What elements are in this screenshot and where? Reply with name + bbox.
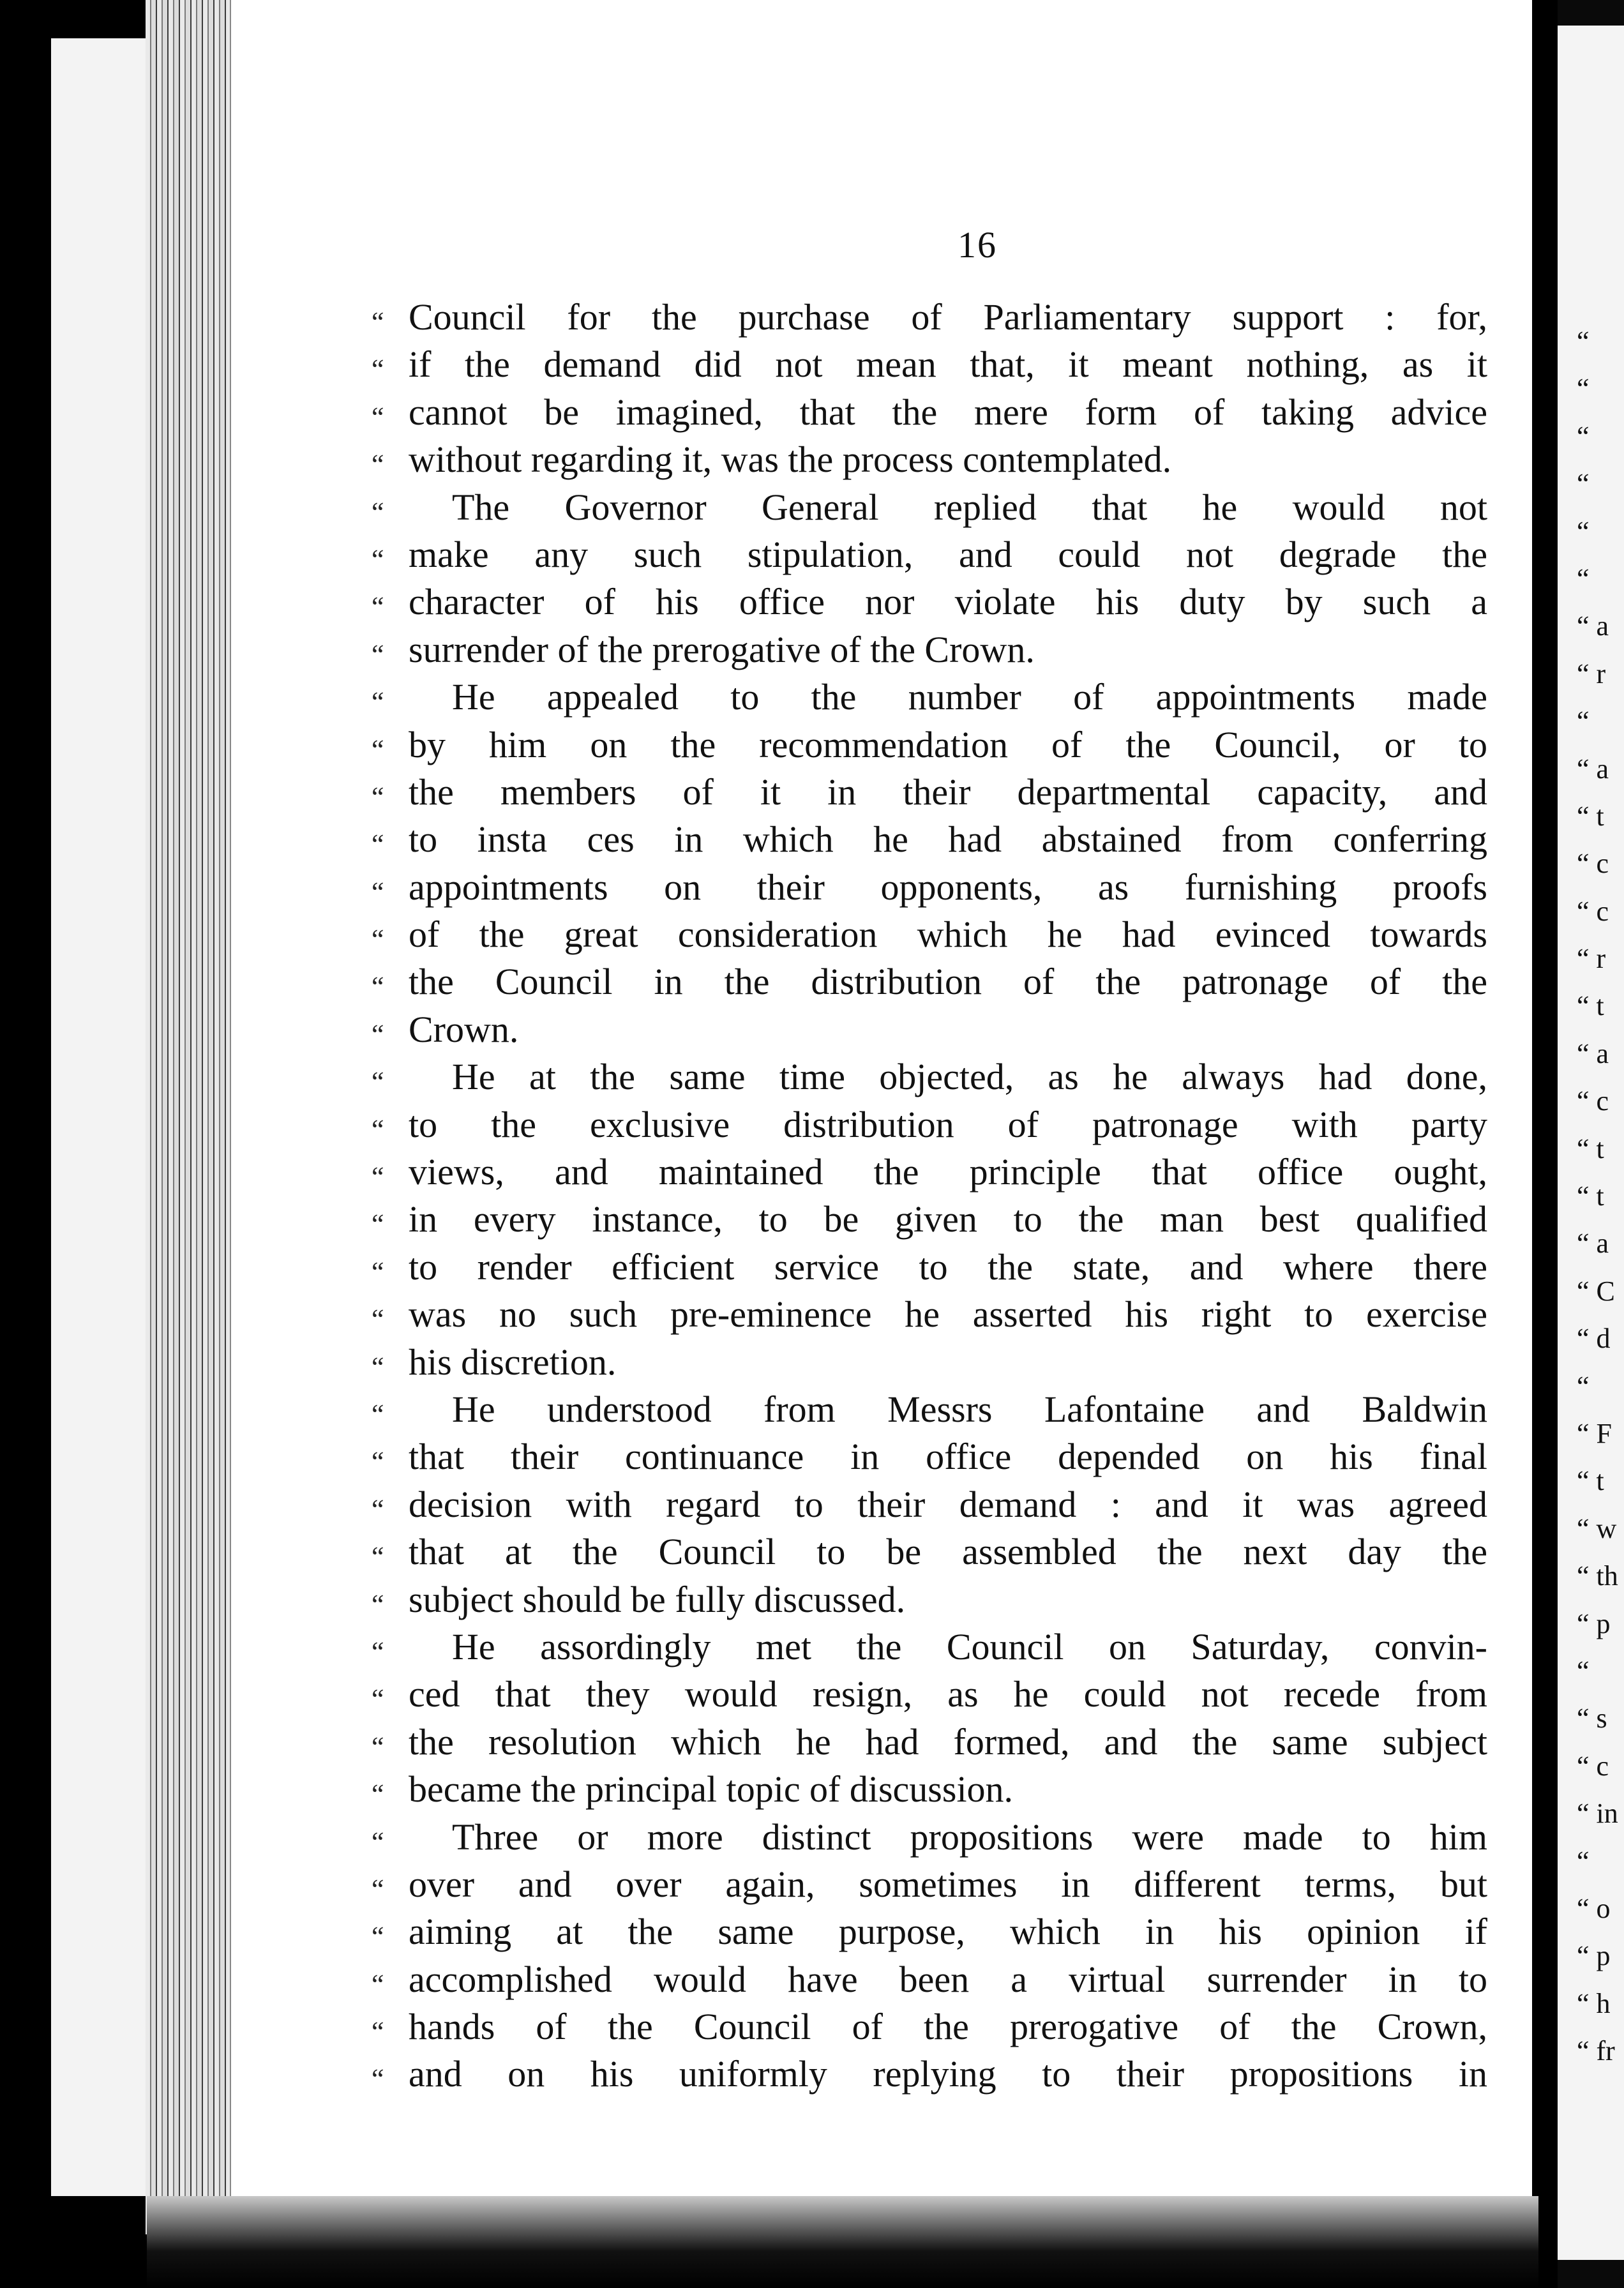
- quote-mark: “: [372, 354, 384, 386]
- facing-page-fragment: “: [1577, 562, 1590, 594]
- text-line: [372, 1053, 1487, 1101]
- text-line: [372, 2003, 1487, 2051]
- quote-mark: “: [372, 1113, 384, 1145]
- quote-mark: “: [372, 2016, 384, 2048]
- line-text: hands of the Council of the prerogative of the Crown,: [409, 2006, 1487, 2048]
- text-line: [372, 1006, 1487, 1053]
- line-text: He understood from Messrs Lafontaine and Baldwin: [452, 1388, 1487, 1430]
- quote-mark: “: [372, 876, 384, 908]
- facing-page-fragment: “ p: [1577, 1940, 1611, 1972]
- quote-mark: “: [372, 638, 384, 670]
- text-line: [372, 1244, 1487, 1291]
- quote-mark: “: [372, 1541, 384, 1573]
- quote-mark: “: [372, 1731, 384, 1763]
- facing-page-fragment: “ C: [1577, 1275, 1615, 1307]
- line-text: decision with regard to their demand : and it was agreed: [409, 1483, 1487, 1525]
- line-text: without regarding it, was the process contemplated.: [409, 439, 1172, 481]
- line-text: Crown.: [409, 1008, 519, 1050]
- quote-mark: “: [372, 1636, 384, 1667]
- quote-mark: “: [372, 1683, 384, 1715]
- text-line: [372, 816, 1487, 863]
- text-line: [372, 958, 1487, 1005]
- line-text: character of his office nor violate his duty by such a: [409, 581, 1487, 623]
- line-text: the resolution which he had formed, and the same subject: [409, 1720, 1487, 1763]
- line-text: was no such pre-eminence he asserted his right to exercise: [409, 1293, 1487, 1336]
- line-text: aiming at the same purpose, which in his opinion if: [409, 1911, 1487, 1953]
- facing-page-fragment: “ w: [1577, 1512, 1617, 1544]
- facing-page-fragment: “ th: [1577, 1560, 1618, 1592]
- text-line: [372, 769, 1487, 816]
- quote-mark: “: [372, 1446, 384, 1478]
- facing-page-fragment: “: [1577, 420, 1590, 452]
- facing-page-fragment: “: [1577, 1370, 1590, 1402]
- text-line: [372, 1719, 1487, 1766]
- text-line: [372, 1623, 1487, 1671]
- text-line: [372, 389, 1487, 436]
- facing-page-fragment: “: [1577, 1845, 1590, 1877]
- quote-mark: “: [372, 1304, 384, 1336]
- text-line: [372, 1196, 1487, 1243]
- quote-mark: “: [372, 734, 384, 765]
- text-line: [372, 578, 1487, 626]
- facing-page-fragment: “: [1577, 468, 1590, 500]
- text-line: [372, 1291, 1487, 1338]
- quote-mark: “: [372, 924, 384, 956]
- facing-page-fragment: “ a: [1577, 1037, 1609, 1069]
- facing-page-fragment: “ c: [1577, 1085, 1609, 1117]
- quote-mark: “: [372, 1968, 384, 2000]
- facing-page-fragment: “ a: [1577, 610, 1609, 642]
- facing-page-fragment: “ c: [1577, 895, 1609, 927]
- text-line: [372, 2051, 1487, 2098]
- quote-mark: “: [372, 1161, 384, 1193]
- quote-mark: “: [372, 971, 384, 1003]
- quote-mark: “: [372, 1588, 384, 1620]
- line-text: the Council in the distribution of the patronage of the: [409, 961, 1487, 1003]
- facing-page-fragment: “: [1577, 1655, 1590, 1687]
- line-text: and on his uniformly replying to their propositions in: [409, 2053, 1487, 2095]
- facing-page-fragment: “ r: [1577, 658, 1606, 689]
- line-text: He at the same time objected, as he always had done,: [452, 1056, 1487, 1098]
- text-line: [372, 484, 1487, 531]
- text-line: [372, 531, 1487, 578]
- line-text: accomplished would have been a virtual surrender in to: [409, 1958, 1487, 2000]
- facing-page-fragment: “ in: [1577, 1798, 1618, 1830]
- quote-mark: “: [372, 1018, 384, 1050]
- text-line: [372, 1148, 1487, 1196]
- facing-page-fragment: “: [1577, 705, 1590, 737]
- text-line: [372, 294, 1487, 341]
- facing-page-fragment: “ F: [1577, 1417, 1612, 1449]
- text-line: [372, 721, 1487, 769]
- line-text: of the great consideration which he had evinced towards: [409, 914, 1487, 956]
- quote-mark: “: [372, 543, 384, 575]
- text-line: [372, 1861, 1487, 1908]
- line-text: views, and maintained the principle that office ought,: [409, 1151, 1487, 1193]
- text-line: [372, 1433, 1487, 1480]
- quote-mark: “: [372, 1826, 384, 1858]
- quote-mark: “: [372, 1779, 384, 1810]
- facing-page-fragment: “ h: [1577, 1987, 1611, 2019]
- quote-mark: “: [372, 1398, 384, 1430]
- facing-page-fragment: “: [1577, 515, 1590, 547]
- text-line: [372, 626, 1487, 674]
- line-text: the members of it in their departmental capacity, and: [409, 771, 1487, 813]
- text-line: [372, 1481, 1487, 1528]
- line-text: to insta ces in which he had abstained from conferring: [409, 818, 1487, 861]
- line-text: subject should be fully discussed.: [409, 1578, 906, 1620]
- quote-mark: “: [372, 591, 384, 623]
- quote-mark: “: [372, 1351, 384, 1383]
- quote-mark: “: [372, 1208, 384, 1240]
- facing-page-fragment: “ t: [1577, 990, 1604, 1022]
- line-text: The Governor General replied that he would not: [452, 486, 1487, 528]
- facing-page-fragment: “ t: [1577, 1180, 1604, 1212]
- line-text: by him on the recommendation of the Council, or to: [409, 723, 1487, 765]
- line-text: that at the Council to be assembled the next day the: [409, 1531, 1487, 1573]
- facing-page-fragment: “ t: [1577, 1133, 1604, 1164]
- facing-page-fragment: “ p: [1577, 1607, 1611, 1639]
- text-line: [372, 864, 1487, 911]
- facing-page-fragment: “ c: [1577, 848, 1609, 880]
- quote-mark: “: [372, 401, 384, 433]
- text-line: [372, 436, 1487, 483]
- facing-page-fragment: “ t: [1577, 800, 1604, 832]
- facing-page-text-fragments: [1577, 318, 1618, 2075]
- quote-mark: “: [372, 781, 384, 813]
- quote-mark: “: [372, 1873, 384, 1905]
- line-text: Three or more distinct propositions were made to him: [452, 1816, 1487, 1858]
- line-text: surrender of the prerogative of the Crown.: [409, 628, 1035, 670]
- facing-page-fragment: “ o: [1577, 1892, 1611, 1924]
- stacked-page-edges: [146, 0, 235, 2234]
- quote-mark: “: [372, 2063, 384, 2095]
- text-line: [372, 1956, 1487, 2003]
- quote-mark: “: [372, 1256, 384, 1288]
- line-text: to the exclusive distribution of patronage with party: [409, 1103, 1487, 1145]
- line-text: appointments on their opponents, as furnishing proofs: [409, 866, 1487, 908]
- line-text: if the demand did not mean that, it meant nothing, as it: [409, 343, 1487, 386]
- quote-mark: “: [372, 306, 384, 338]
- text-line: [372, 1766, 1487, 1813]
- facing-page-fragment: “ t: [1577, 1465, 1604, 1497]
- text-line: [372, 341, 1487, 388]
- quote-mark: “: [372, 449, 384, 481]
- text-line: [372, 674, 1487, 721]
- facing-page-fragment: “ a: [1577, 753, 1609, 785]
- line-text: ced that they would resign, as he could not recede from: [409, 1673, 1487, 1715]
- facing-page-fragment: “ c: [1577, 1750, 1609, 1782]
- line-text: over and over again, sometimes in different terms, but: [409, 1863, 1487, 1905]
- text-line: [372, 1101, 1487, 1148]
- line-text: Council for the purchase of Parliamentary support : for,: [409, 296, 1487, 338]
- facing-page-fragment: “: [1577, 326, 1590, 357]
- text-line: [372, 1671, 1487, 1718]
- quote-mark: “: [372, 829, 384, 861]
- line-text: He appealed to the number of appointments made: [452, 676, 1487, 718]
- line-text: He assordingly met the Council on Saturday, convin-: [452, 1625, 1487, 1667]
- line-text: that their continuance in office depended on his final: [409, 1436, 1487, 1478]
- facing-page-fragment: “: [1577, 373, 1590, 405]
- text-line: [372, 1386, 1487, 1433]
- text-line: [372, 1576, 1487, 1623]
- facing-page-fragment: “ r: [1577, 943, 1606, 975]
- page-bottom-shadow: [147, 2196, 1538, 2288]
- text-line: [372, 911, 1487, 958]
- facing-page-fragment: “ s: [1577, 1703, 1607, 1735]
- text-line: [372, 1908, 1487, 1955]
- line-text: make any such stipulation, and could not degrade the: [409, 533, 1487, 575]
- line-text: in every instance, to be given to the man best qualified: [409, 1198, 1487, 1240]
- text-line: [372, 1814, 1487, 1861]
- facing-page-fragment: “ d: [1577, 1323, 1611, 1355]
- text-line: [372, 1528, 1487, 1576]
- facing-page-fragment: “ a: [1577, 1228, 1609, 1260]
- quote-mark: “: [372, 1493, 384, 1525]
- line-text: to render efficient service to the state, and where there: [409, 1246, 1487, 1288]
- quote-mark: “: [372, 1066, 384, 1098]
- quote-mark: “: [372, 496, 384, 528]
- facing-page-fragment: “ fr: [1577, 2035, 1615, 2067]
- quote-mark: “: [372, 686, 384, 718]
- page-body-text: [372, 294, 1487, 2098]
- page-number: 16: [958, 224, 997, 266]
- line-text: his discretion.: [409, 1341, 617, 1383]
- line-text: cannot be imagined, that the mere form of taking advice: [409, 391, 1487, 433]
- quote-mark: “: [372, 1921, 384, 1953]
- line-text: became the principal topic of discussion.: [409, 1768, 1014, 1810]
- text-line: [372, 1339, 1487, 1386]
- book-gutter: [1532, 0, 1558, 2288]
